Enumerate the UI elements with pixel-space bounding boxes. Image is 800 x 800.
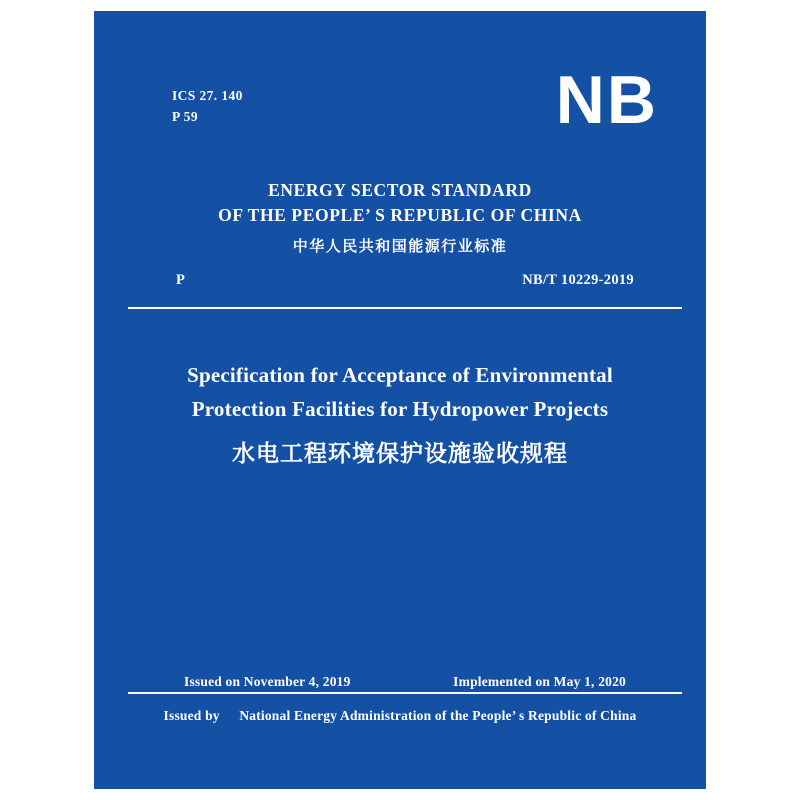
- dates-row: [184, 674, 626, 690]
- ics-block: [172, 86, 243, 128]
- code-row: [176, 272, 634, 289]
- ics-number: ICS 27. 140: [172, 88, 243, 103]
- cover-panel: [94, 11, 706, 789]
- divider-top: [128, 307, 682, 309]
- standard-header: [94, 178, 706, 256]
- nb-logo: NB: [555, 62, 658, 138]
- title-chinese: 水电工程环境保护设施验收规程: [232, 441, 568, 468]
- title-english-line1: Specification for Acceptance of Environmental: [187, 363, 613, 387]
- title-english-line2: Protection Facilities for Hydropower Projects: [191, 397, 609, 422]
- issued-by-label: Issued by: [163, 708, 220, 723]
- classification-code: P 59: [172, 108, 198, 124]
- issuing-organization: National Energy Administration of the People’ s Republic of China: [239, 708, 637, 723]
- standard-number: NB/T 10229-2019: [522, 272, 634, 288]
- code-left: P: [176, 272, 186, 288]
- issued-date: Issued on November 4, 2019: [184, 674, 351, 689]
- title-block: [94, 358, 706, 468]
- standard-header-line2: OF THE PEOPLE’ S REPUBLIC OF CHINA: [218, 205, 582, 226]
- standard-header-chinese: 中华人民共和国能源行业标准: [292, 236, 508, 255]
- divider-bottom: [128, 692, 682, 694]
- issuer-line: [94, 708, 706, 724]
- standard-header-line1: ENERGY SECTOR STANDARD: [268, 180, 532, 200]
- implemented-date: Implemented on May 1, 2020: [453, 674, 626, 689]
